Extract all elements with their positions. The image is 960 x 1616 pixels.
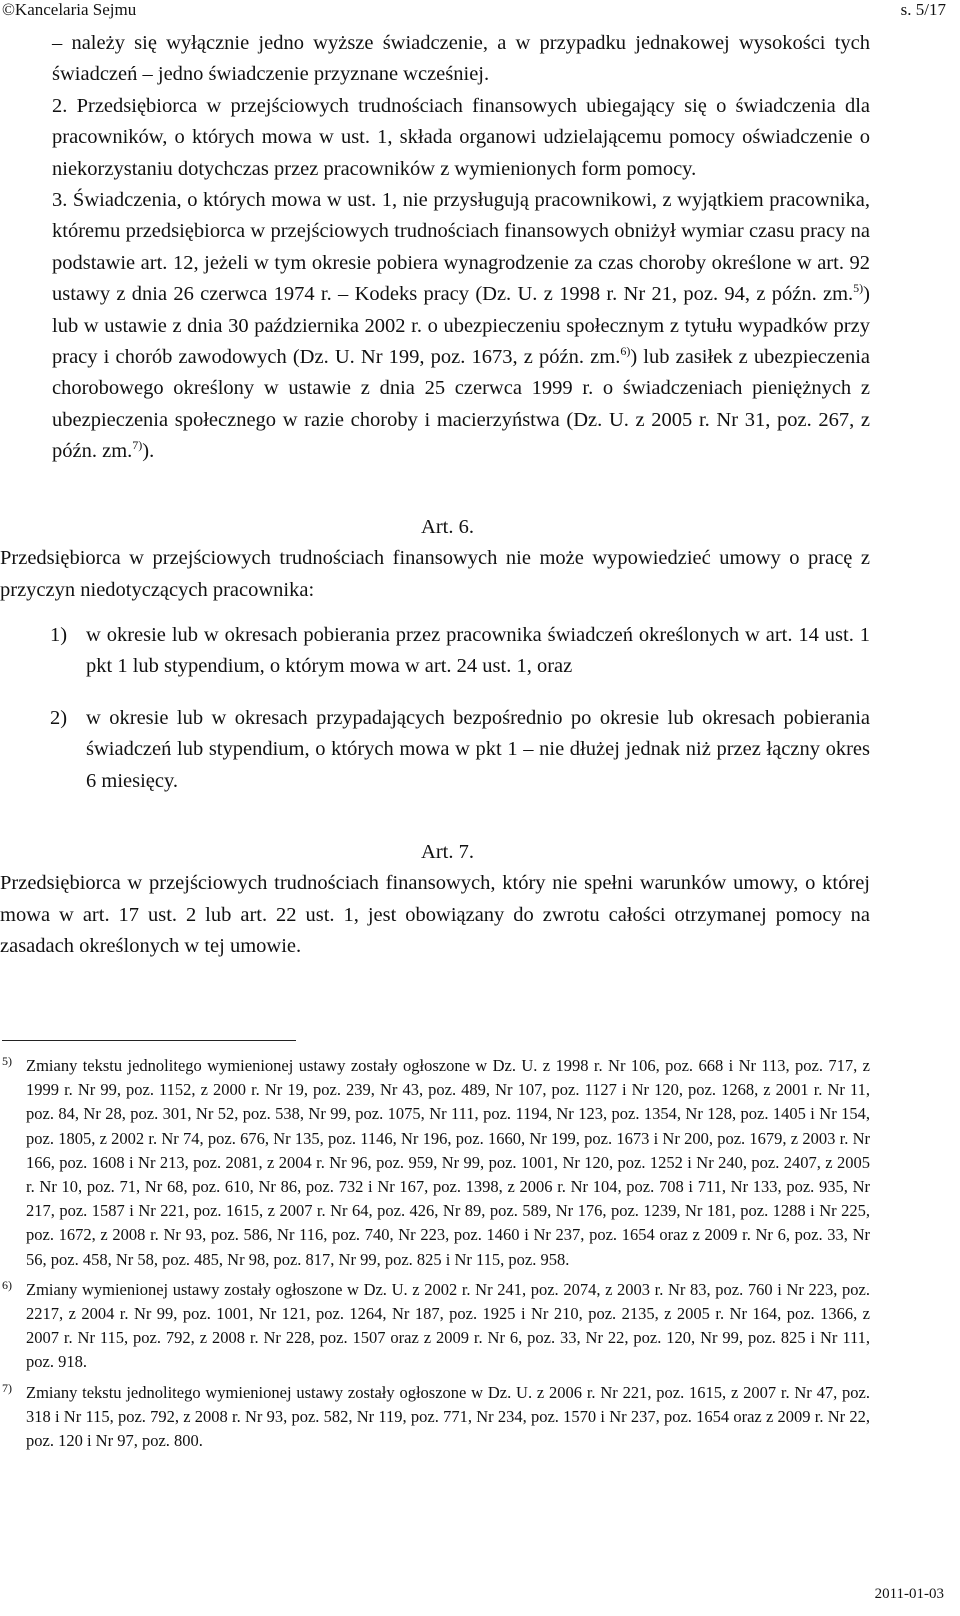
footnotes	[0, 1054, 870, 1459]
footnote-separator	[2, 1040, 296, 1041]
page-header	[0, 0, 960, 22]
paragraph-2: 2. Przedsiębiorca w przejściowych trudnościach finansowych ubiegający się o świadczenia dla pracowników, o których mowa w ust. 1, składa organowi udzielającemu pomocy oświadczenie o niekorzystaniu dotychczas przez pracowników z wymienionych form pomocy.	[52, 94, 870, 180]
footnote-text: Zmiany tekstu jednolitego wymienionej ustawy zostały ogłoszone w Dz. U. z 2006 r. Nr 221, poz. 1615, z 2007 r. Nr 47, poz. 318 i Nr 115, poz. 792, z 2008 r. Nr 93, poz. 582, Nr 119, poz. 771, Nr 234, poz. 1570 i Nr 237, poz. 1654 oraz z 2009 r. Nr 22, poz. 120 i Nr 97, poz. 800.	[26, 1382, 870, 1451]
paragraph-3	[0, 185, 870, 468]
footnote-ref-6[interactable]: 6)	[620, 344, 631, 359]
paragraph-3-part-a: 3. Świadczenia, o których mowa w ust. 1, nie przysługują pracownikowi, z wyjątkiem pracownika, któremu przedsiębiorca w przejściowych trudnościach finansowych obniżył wymiar czasu pracy na podstawie art. 12, jeżeli w tym okresie pobiera wynagrodzenie za czas choroby określone w art. 92 ustawy z dnia 26 czerwca 1974 r. – Kodeks pracy (Dz. U. z 1998 r. Nr 21, poz. 94, z późn. zm.	[52, 189, 870, 306]
footer-date: 2011-01-03	[874, 1586, 944, 1602]
article-6-intro: Przedsiębiorca w przejściowych trudnościach finansowych nie może wypowiedzieć umowy o pracę z przyczyn niedotyczących pracownika:	[0, 547, 870, 601]
footnote-mark: 6)	[2, 1277, 12, 1292]
copyright-label: ©Kancelaria Sejmu	[2, 0, 137, 19]
document-body	[0, 28, 870, 963]
list-item-number: 2)	[50, 706, 68, 729]
paragraph-3-part-b: ) lub w ustawie z dnia 30 października 2002 r. o ubezpieczeniu społecznym z tytułu wypadków przy pracy i chorób zawodowych (Dz. U. Nr 199, poz. 1673, z późn. zm.	[52, 283, 870, 369]
paragraph-continuation: – należy się wyłącznie jedno wyższe świadczenie, a w przypadku jednakowej wysokości tych świadczeń – jedno świadczenie przyznane wcześniej.	[52, 32, 870, 86]
footnote-6	[0, 1278, 870, 1375]
article-7-title: Art. 7.	[421, 840, 474, 863]
list-item-number: 1)	[50, 623, 68, 646]
footnote-mark: 5)	[2, 1054, 12, 1068]
page-number: s. 5/17	[900, 0, 946, 19]
footnote-5	[0, 1054, 870, 1272]
paragraph-3-part-c: ) lub zasiłek z ubezpieczenia chorobowego określony w ustawie z dnia 25 czerwca 1999 r. o świadczeniach pieniężnych z ubezpieczenia społecznego w razie choroby i macierzyństwa (Dz. U. z 2005 r. Nr 31, poz. 267, z późn. zm.	[52, 346, 870, 463]
footnote-mark: 7)	[2, 1380, 12, 1395]
paragraph-3-part-d: ).	[142, 440, 155, 463]
list-item	[0, 620, 870, 683]
list-item-text: w okresie lub w okresach pobierania przez pracownika świadczeń określonych w art. 14 ust. 1 pkt 1 lub stypendium, o którym mowa w art. 24 ust. 1, oraz	[86, 623, 870, 678]
list-item	[0, 703, 870, 797]
article-6-title: Art. 6.	[421, 515, 474, 538]
footnote-text: Zmiany tekstu jednolitego wymienionej ustawy zostały ogłoszone w Dz. U. z 1998 r. Nr 106, poz. 668 i Nr 113, poz. 717, z 1999 r. Nr 99, poz. 1152, z 2000 r. Nr 19, poz. 239, Nr 43, poz. 489, Nr 107, poz. 1127 i Nr 120, poz. 1268, z 2001 r. Nr 11, poz. 84, Nr 28, poz. 301, Nr 52, poz. 538, Nr 99, poz. 1075, Nr 111, poz. 1194, Nr 123, poz. 1354, Nr 128, poz. 1405 i Nr 154, poz. 1805, z 2002 r. Nr 74, poz. 676, Nr 135, poz. 1146, Nr 196, poz. 1660, Nr 199, poz. 1673 i Nr 200, poz. 1679, z 2003 r. Nr 166, poz. 1608 i Nr 213, poz. 2081, z 2004 r. Nr 96, poz. 959, Nr 99, poz. 1001, Nr 120, poz. 1252 i Nr 240, poz. 2407, z 2005 r. Nr 10, poz. 71, Nr 68, poz. 610, Nr 86, poz. 732 i Nr 167, poz. 1398, z 2006 r. Nr 104, poz. 708 i 711, Nr 133, poz. 935, Nr 217, poz. 1587 i Nr 221, poz. 1615, z 2007 r. Nr 64, poz. 426, Nr 89, poz. 589, Nr 176, poz. 1239, Nr 181, poz. 1288 i Nr 225, poz. 1672, z 2008 r. Nr 93, poz. 586, Nr 116, poz. 740, Nr 223, poz. 1460 i Nr 237, poz. 1654 oraz z 2009 r. Nr 6, poz. 33, Nr 56, poz. 458, Nr 58, poz. 485, Nr 98, poz. 817, Nr 99, poz. 825 i Nr 115, poz. 958.	[26, 1056, 870, 1269]
footnote-text: Zmiany wymienionej ustawy zostały ogłoszone w Dz. U. z 2002 r. Nr 241, poz. 2074, z 2003 r. Nr 83, poz. 760 i Nr 223, poz. 2217, z 2004 r. Nr 99, poz. 1001, Nr 121, poz. 1264, Nr 187, poz. 1925 i Nr 210, poz. 2135, z 2005 r. Nr 164, poz. 1366, z 2007 r. Nr 115, poz. 792, z 2008 r. Nr 228, poz. 1507 oraz z 2009 r. Nr 6, poz. 33, Nr 22, poz. 120, Nr 99, poz. 825 i Nr 111, poz. 918.	[26, 1279, 870, 1372]
list-item-text: w okresie lub w okresach przypadających bezpośrednio po okresie lub okresach pobierania świadczeń lub stypendium, o których mowa w pkt 1 – nie dłużej jednak niż przez łączny okres 6 miesięcy.	[86, 706, 870, 792]
article-7-text: Przedsiębiorca w przejściowych trudnościach finansowych, który nie spełni warunków umowy, o której mowa w art. 17 ust. 2 lub art. 22 ust. 1, jest obowiązany do zwrotu całości otrzymanej pomocy na zasadach określonych w tej umowie.	[0, 872, 870, 958]
footnote-ref-7[interactable]: 7)	[132, 438, 143, 453]
footnote-7	[0, 1381, 870, 1454]
footnote-ref-5[interactable]: 5)	[853, 281, 864, 296]
